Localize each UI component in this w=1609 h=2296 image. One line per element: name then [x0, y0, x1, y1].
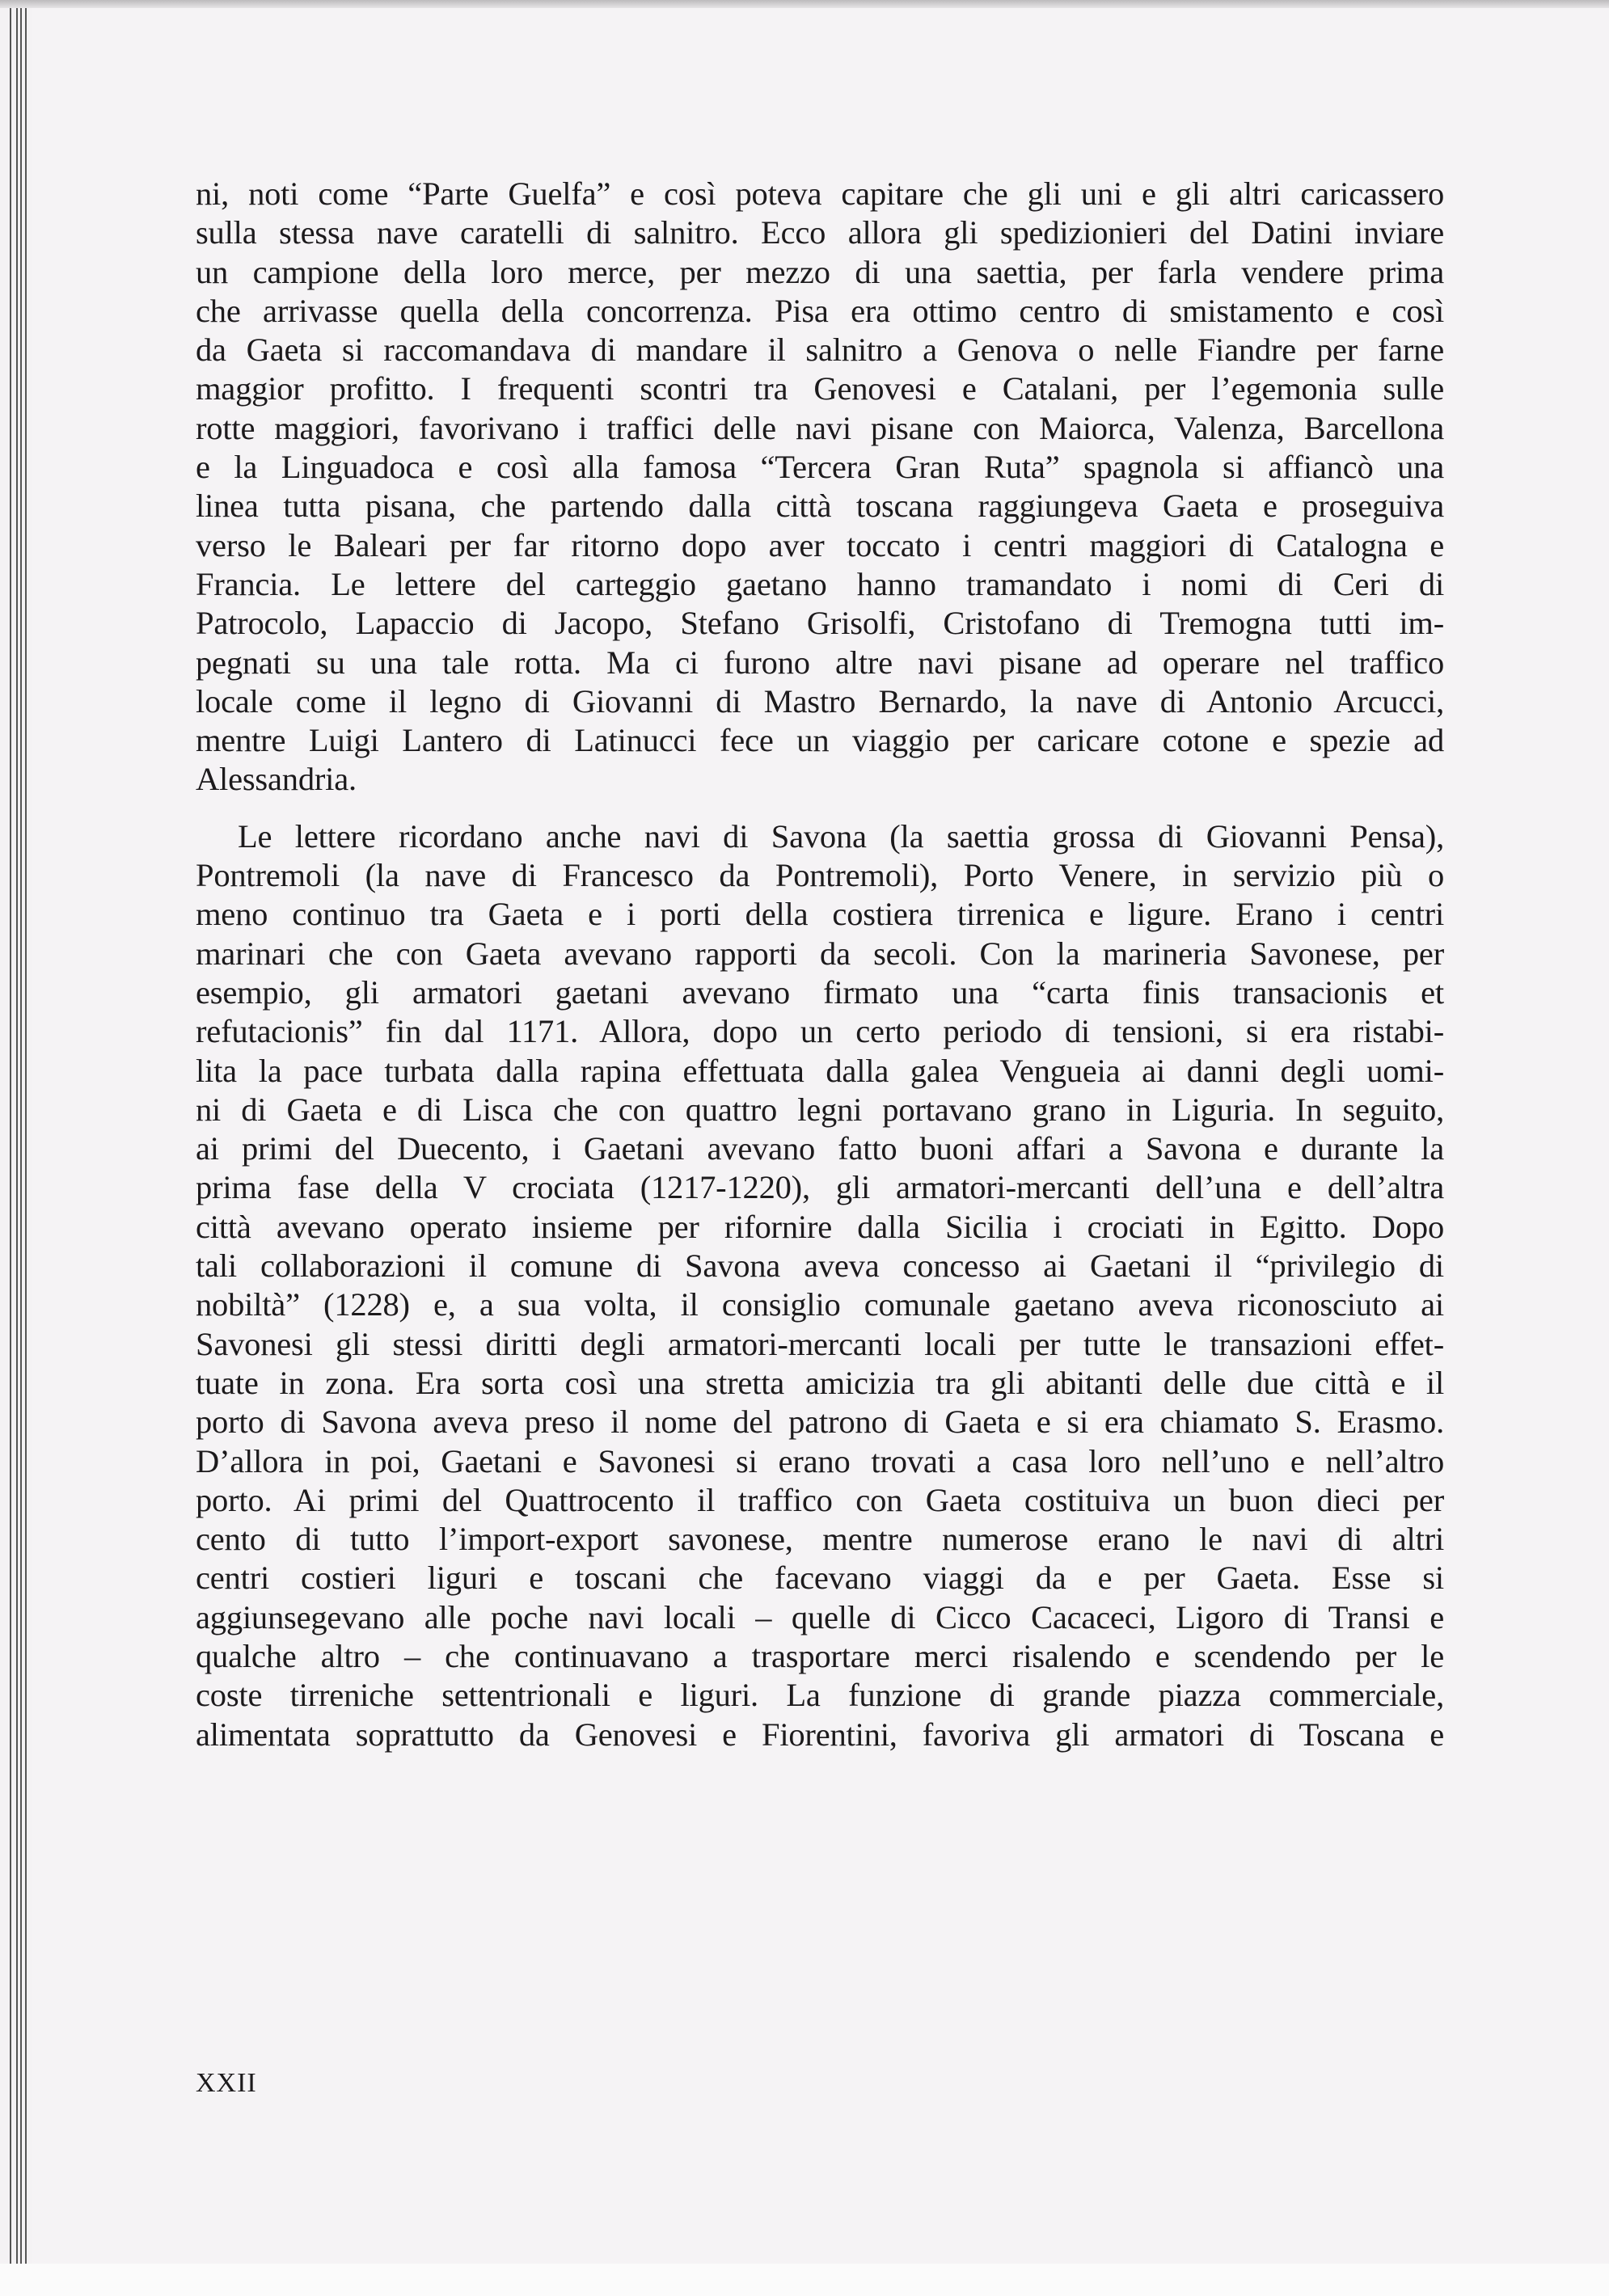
- text-line: qualche altro – che continuavano a trasportare merci risalendo e scendendo per le: [196, 1637, 1444, 1674]
- text-line: refutacionis” fin dal 1171. Allora, dopo un certo periodo di tensioni, si era ristabi-: [196, 1013, 1444, 1050]
- body-text: [196, 175, 1444, 1754]
- text-line: D’allora in poi, Gaetani e Savonesi si erano trovati a casa loro nell’uno e nell’altro: [196, 1442, 1444, 1479]
- text-line: Savonesi gli stessi diritti degli armatori-mercanti locali per tutte le transazioni effet-: [196, 1325, 1444, 1362]
- book-binding-edge: [0, 8, 32, 2264]
- text-line: e la Linguadoca e così alla famosa “Tercera Gran Ruta” spagnola si affiancò una: [196, 449, 1444, 486]
- text-line: porto. Ai primi del Quattrocento il traffico con Gaeta costituiva un buon dieci per: [196, 1481, 1444, 1518]
- text-line: meno continuo tra Gaeta e i porti della costiera tirrenica e ligure. Erano i centri: [196, 896, 1444, 933]
- text-line: città avevano operato insieme per rifornire dalla Sicilia i crociati in Egitto. Dopo: [196, 1208, 1444, 1245]
- text-line: aggiunsegevano alle poche navi locali – quelle di Cicco Cacaceci, Ligoro di Transi e: [196, 1598, 1444, 1635]
- text-line: pegnati su una tale rotta. Ma ci furono altre navi pisane ad operare nel traffico: [196, 644, 1444, 681]
- paragraph-2: [196, 817, 1444, 1754]
- text-line: linea tutta pisana, che partendo dalla città toscana raggiungeva Gaeta e proseguiva: [196, 487, 1444, 525]
- text-line: ni, noti come “Parte Guelfa” e così poteva capitare che gli uni e gli altri caricassero: [196, 175, 1444, 212]
- text-line: nobiltà” (1228) e, a sua volta, il consiglio comunale gaetano aveva riconosciuto ai: [196, 1286, 1444, 1323]
- text-line: mentre Luigi Lantero di Latinucci fece un viaggio per caricare cotone e spezie ad: [196, 722, 1444, 759]
- text-line: che arrivasse quella della concorrenza. Pisa era ottimo centro di smistamento e così: [196, 292, 1444, 329]
- text-line: tali collaborazioni il comune di Savona aveva concesso ai Gaetani il “privilegio di: [196, 1247, 1444, 1285]
- text-line: alimentata soprattutto da Genovesi e Fiorentini, favoriva gli armatori di Toscana e: [196, 1716, 1444, 1753]
- text-line: Alessandria.: [196, 761, 357, 798]
- text-line: cento di tutto l’import-export savonese, mentre numerose erano le navi di altri: [196, 1521, 1444, 1558]
- text-line: coste tirreniche settentrionali e liguri. La funzione di grande piazza commerciale,: [196, 1677, 1444, 1714]
- text-line: sulla stessa nave caratelli di salnitro. Ecco allora gli spedizionieri del Datini inviare: [196, 214, 1444, 251]
- text-line: lita la pace turbata dalla rapina effettuata dalla galea Vengueia ai danni degli uomi-: [196, 1052, 1444, 1089]
- text-line: ai primi del Duecento, i Gaetani avevano fatto buoni affari a Savona e durante la: [196, 1130, 1444, 1167]
- text-line: da Gaeta si raccomandava di mandare il salnitro a Genova o nelle Fiandre per farne: [196, 331, 1444, 369]
- text-line: Patrocolo, Lapaccio di Jacopo, Stefano Grisolfi, Cristofano di Tremogna tutti im-: [196, 605, 1444, 642]
- text-line: centri costieri liguri e toscani che facevano viaggi da e per Gaeta. Esse si: [196, 1560, 1444, 1597]
- text-line: prima fase della V crociata (1217-1220), gli armatori-mercanti dell’una e dell’altra: [196, 1169, 1444, 1206]
- text-line: porto di Savona aveva preso il nome del patrono di Gaeta e si era chiamato S. Erasmo.: [196, 1403, 1444, 1441]
- text-line: verso le Baleari per far ritorno dopo aver toccato i centri maggiori di Catalogna e: [196, 526, 1444, 563]
- text-line: Le lettere ricordano anche navi di Savona (la saettia grossa di Giovanni Pensa),: [238, 817, 1444, 855]
- scan-top-edge: [0, 0, 1609, 8]
- text-line: ni di Gaeta e di Lisca che con quattro legni portavano grano in Liguria. In seguito,: [196, 1091, 1444, 1128]
- text-line: rotte maggiori, favorivano i traffici delle navi pisane con Maiorca, Valenza, Barcellona: [196, 409, 1444, 446]
- text-line: Pontremoli (la nave di Francesco da Pontremoli), Porto Venere, in servizio più o: [196, 857, 1444, 894]
- text-line: esempio, gli armatori gaetani avevano firmato una “carta finis transacionis et: [196, 973, 1444, 1011]
- text-line: un campione della loro merce, per mezzo di una saettia, per farla vendere prima: [196, 253, 1444, 290]
- text-line: tuate in zona. Era sorta così una stretta amicizia tra gli abitanti delle due città e il: [196, 1364, 1444, 1401]
- text-line: marinari che con Gaeta avevano rapporti da secoli. Con la marineria Savonese, per: [196, 935, 1444, 972]
- page-number: XXII: [196, 2068, 257, 2098]
- text-line: Francia. Le lettere del carteggio gaetano hanno tramandato i nomi di Ceri di: [196, 565, 1444, 602]
- paragraph-1: [196, 175, 1444, 800]
- paragraph-spacer: [196, 800, 1444, 817]
- scan-bottom-edge: [0, 2264, 1609, 2296]
- text-line: locale come il legno di Giovanni di Mastro Bernardo, la nave di Antonio Arcucci,: [196, 682, 1444, 720]
- text-line: maggior profitto. I frequenti scontri tra Genovesi e Catalani, per l’egemonia sulle: [196, 370, 1444, 407]
